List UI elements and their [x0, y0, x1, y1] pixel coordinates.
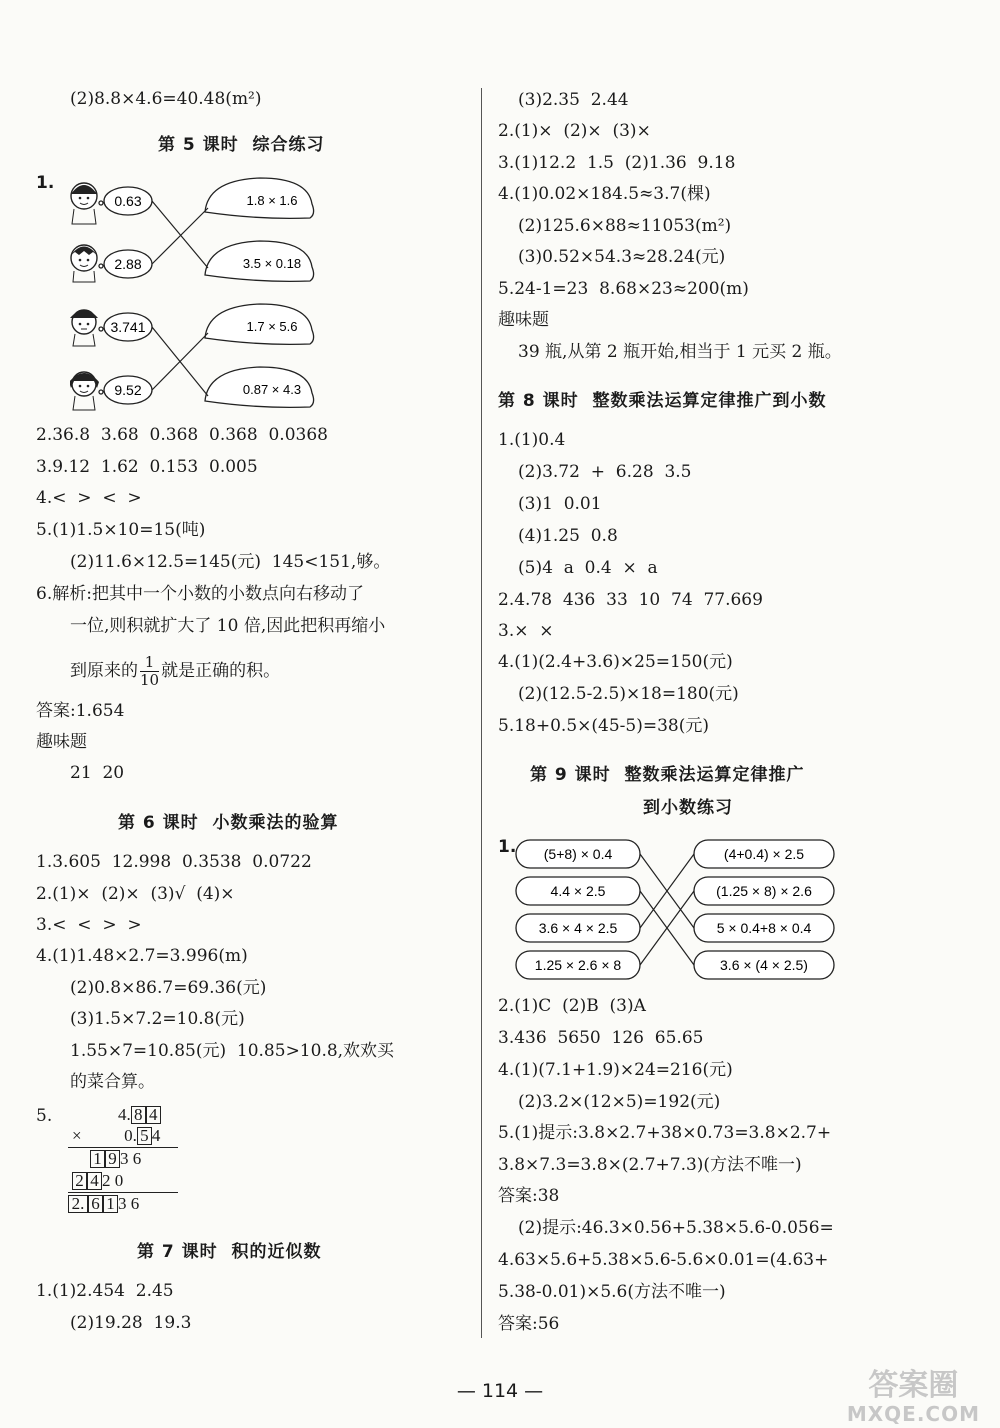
answer-line: (4)1.25 0.8: [518, 526, 618, 546]
answer-line: 3.× ×: [498, 621, 554, 641]
expression: 1.25 × 2.6 × 8: [534, 957, 622, 973]
expression: (1.25 × 8) × 2.6: [716, 883, 812, 899]
answer-line: (3)0.52×54.3≈28.24(元): [518, 247, 726, 267]
expression: 3.6 × (4 × 2.5): [720, 957, 808, 973]
answer-line: 5.18+0.5×(45-5)=38(元): [498, 716, 709, 736]
expression: (4+0.4) × 2.5: [723, 846, 805, 862]
answer-line: (3)1 0.01: [518, 494, 602, 514]
answer-line: 1.(1)2.454 2.45: [36, 1281, 174, 1301]
expression: (5+8) × 0.4: [543, 846, 613, 862]
question-number: 5.: [36, 1106, 53, 1126]
vm-row: [72, 1125, 160, 1146]
answer-line: 4.(1)0.02×184.5≈3.7(棵): [498, 184, 711, 204]
expression: 4.4 × 2.5: [550, 883, 606, 899]
question-number: 1.: [498, 837, 517, 857]
answer-line: 3.9.12 1.62 0.153 0.005: [36, 457, 258, 477]
section-label: 趣味题: [498, 310, 549, 330]
answer-line: 答案:38: [498, 1186, 560, 1206]
cap-expression: 1.7 × 5.6: [246, 319, 298, 334]
watermark-url: MXQE.COM: [846, 1402, 980, 1426]
expression: 3.6 × 4 × 2.5: [538, 920, 618, 936]
answer-line: 2.(1)C (2)B (3)A: [498, 996, 646, 1016]
bubble-value: 2.88: [114, 256, 142, 272]
expression: 5 × 0.4+8 × 0.4: [716, 920, 812, 936]
match-line: [152, 201, 208, 268]
answer-line: 一位,则积就扩大了 10 倍,因此把积再缩小: [70, 616, 386, 636]
page-number-value: 114: [481, 1380, 519, 1402]
vm-digit: ×: [72, 1126, 82, 1145]
answer-line: (2)3.72 + 6.28 3.5: [518, 462, 692, 482]
answer-line: (2)(12.5-2.5)×18=180(元): [518, 684, 739, 704]
watermark-logo: [846, 1368, 980, 1428]
vm-box: 2: [72, 1172, 87, 1190]
vm-row: [68, 1193, 139, 1214]
answer-line: 5.(1)1.5×10=15(吨): [36, 520, 206, 540]
answer-line: (2)125.6×88≈11053(m²): [518, 216, 732, 236]
vm-box: 6: [88, 1195, 103, 1213]
text-fragment: 就是正确的积。: [161, 661, 281, 681]
match-line: [152, 208, 208, 264]
vm-box: 4: [87, 1172, 102, 1190]
fraction: [140, 654, 159, 689]
answer-line: 1.55×7=10.85(元) 10.85>10.8,欢欢买: [70, 1041, 395, 1061]
answer-line: 3.(1)12.2 1.5 (2)1.36 9.18: [498, 153, 736, 173]
vm-box: 8: [131, 1106, 146, 1124]
fraction-denominator: 10: [140, 671, 160, 689]
bubble-value: 9.52: [114, 382, 142, 398]
answer-line: 2.36.8 3.68 0.368 0.368 0.0368: [36, 425, 328, 445]
answer-line: 2.(1)× (2)× (3)√ (4)×: [36, 884, 235, 904]
vm-digit: 3 6: [120, 1149, 142, 1168]
answer-line: (2)8.8×4.6=40.48(m²): [70, 89, 262, 109]
cap-expression: 1.8 × 1.6: [246, 193, 298, 208]
answer-line: (2)0.8×86.7=69.36(元): [70, 978, 267, 998]
lesson-heading: 到小数练习: [643, 798, 733, 818]
vm-digit: 4.: [118, 1105, 131, 1124]
bubble-value: 0.63: [114, 193, 142, 209]
answer-line: 5.(1)提示:3.8×2.7+38×0.73=3.8×2.7+: [498, 1123, 832, 1143]
match-line: [152, 333, 208, 390]
answer-line: 4.63×5.6+5.38×5.6-5.6×0.01=(4.63+: [498, 1250, 829, 1270]
answer-line: 3.< < > >: [36, 915, 142, 935]
watermark-text: 答案圈: [868, 1368, 959, 1403]
answer-line: 的菜合算。: [70, 1072, 155, 1092]
page-dash: —: [524, 1380, 544, 1402]
vm-box: 2.: [68, 1195, 88, 1213]
answer-line: 5.24-1=23 8.68×23≈200(m): [498, 279, 749, 299]
cap-expression: 0.87 × 4.3: [242, 382, 302, 397]
vm-row: [90, 1148, 141, 1169]
bubble-value: 3.741: [110, 319, 146, 335]
column-divider: [481, 88, 482, 1338]
vm-row: [118, 1104, 161, 1125]
fraction-numerator: 1: [140, 654, 159, 672]
answer-line: (2)19.28 19.3: [70, 1313, 192, 1333]
answer-line: 2.(1)× (2)× (3)×: [498, 121, 651, 141]
answer-line: 2.4.78 436 33 10 74 77.669: [498, 590, 763, 610]
answer-line: (2)提示:46.3×0.56+5.38×5.6-0.056=: [518, 1218, 834, 1238]
question-number: 1.: [36, 173, 55, 193]
vm-box: 5: [137, 1127, 152, 1145]
answer-line: 21 20: [70, 763, 125, 783]
answer-line: (5)4 a 0.4 × a: [518, 558, 658, 578]
answer-line: [70, 654, 280, 689]
child-figure-icon: [71, 183, 97, 224]
section-label: 趣味题: [36, 732, 87, 752]
answer-line: 6.解析:把其中一个小数的小数点向右移动了: [36, 584, 364, 604]
vm-box: 1: [103, 1195, 118, 1213]
answer-line: (3)2.35 2.44: [518, 90, 629, 110]
answer-line: (2)11.6×12.5=145(元) 145<151,够。: [70, 552, 391, 572]
answer-line: 答案:1.654: [36, 701, 125, 721]
lesson-heading: 第 9 课时 整数乘法运算定律推广: [530, 765, 805, 785]
answer-line: 1.(1)0.4: [498, 430, 566, 450]
answer-line: (2)3.2×(12×5)=192(元): [518, 1092, 721, 1112]
child-figure-icon: [71, 245, 97, 282]
vm-digit: 3 6: [118, 1194, 140, 1213]
cap-expression: 3.5 × 0.18: [242, 256, 302, 271]
answer-line: 4.< > < >: [36, 488, 142, 508]
matching-exercise-5: [70, 170, 330, 418]
answer-line: 39 瓶,从第 2 瓶开始,相当于 1 元买 2 瓶。: [518, 342, 842, 362]
answer-line: 4.(1)(2.4+3.6)×25=150(元): [498, 652, 733, 672]
matching-exercise-9: [510, 836, 840, 984]
vm-digit: 4: [151, 1126, 161, 1145]
answer-line: 3.8×7.3=3.8×(2.7+7.3)(方法不唯一): [498, 1155, 802, 1175]
lesson-heading: 第 7 课时 积的近似数: [137, 1242, 322, 1262]
lesson-heading: 第 6 课时 小数乘法的验算: [118, 813, 339, 833]
vm-box: 1: [90, 1150, 105, 1168]
answer-line: 5.38-0.01)×5.6(方法不唯一): [498, 1282, 726, 1302]
answer-line: 3.436 5650 126 65.65: [498, 1028, 704, 1048]
answer-line: 4.(1)(7.1+1.9)×24=216(元): [498, 1060, 733, 1080]
lesson-heading: 第 5 课时 综合练习: [158, 135, 325, 155]
vm-digit: 2 0: [102, 1171, 124, 1190]
child-figure-icon: [70, 372, 99, 410]
answer-line: (3)1.5×7.2=10.8(元): [70, 1009, 245, 1029]
vm-box: 9: [105, 1150, 120, 1168]
vm-digit: 0.: [124, 1126, 137, 1145]
vm-row: [72, 1170, 123, 1191]
child-figure-icon: [70, 310, 98, 346]
lesson-heading: 第 8 课时 整数乘法运算定律推广到小数: [498, 391, 827, 411]
answer-line: 4.(1)1.48×2.7=3.996(m): [36, 946, 248, 966]
answer-line: 1.3.605 12.998 0.3538 0.0722: [36, 852, 312, 872]
answer-line: 答案:56: [498, 1314, 560, 1334]
vm-box: 4: [146, 1106, 161, 1124]
page-dash: —: [456, 1380, 476, 1402]
text-fragment: 到原来的: [70, 661, 138, 681]
